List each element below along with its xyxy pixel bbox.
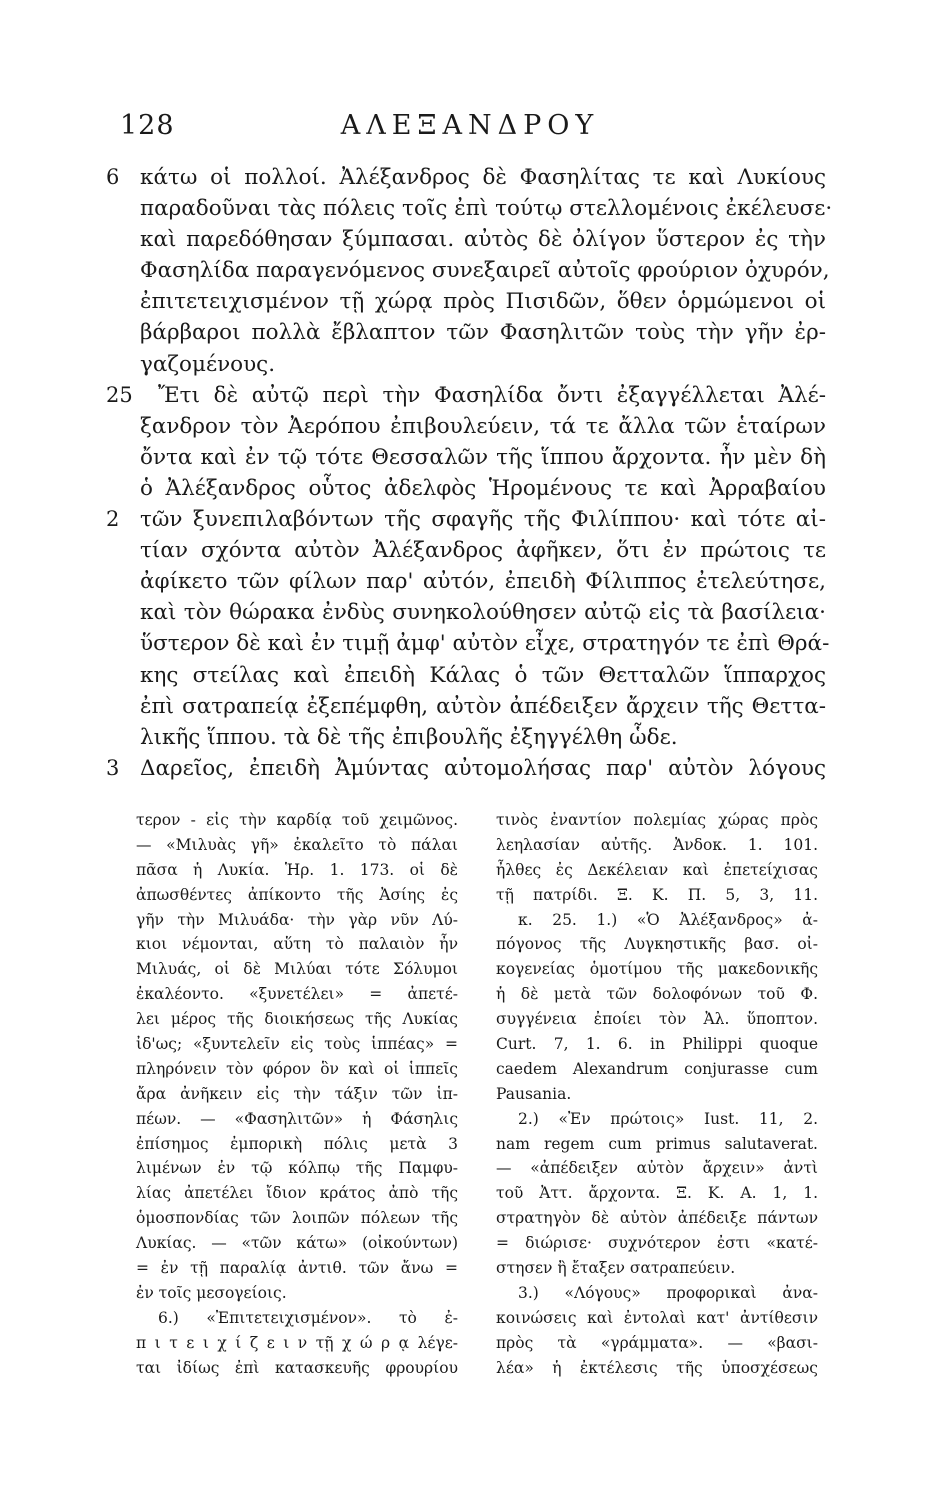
footnote-line: = ἐν τῇ παραλίᾳ ἀντιθ. τῶν ἄνω = [136, 1259, 458, 1278]
text-line-content: ὁ Ἀλέξανδρος οὗτος ἀδελφὸς Ἡρομένους τε καὶ Ἀρραβαίου [140, 475, 826, 501]
text-line [118, 597, 830, 628]
page-number: 128 [120, 110, 175, 141]
main-greek-text [106, 162, 833, 784]
text-line [118, 442, 830, 473]
text-line [118, 722, 830, 753]
margin-section-number: 25 [106, 382, 133, 407]
text-line-content: Ἔτι δὲ αὐτῷ περὶ τὴν Φασηλίδα ὄντι ἐξαγγέλλεται Ἀλέ- [158, 382, 826, 408]
footnote-line: στησεν ἢ ἔταξεν σατραπεύειν. [496, 1259, 736, 1278]
footnotes [136, 808, 820, 1448]
text-line-content: κης στείλας καὶ ἐπειδὴ Κάλας ὁ τῶν Θετταλῶν ἵππαρχος [140, 662, 826, 688]
footnote-line: κογενείας ὁμοτίμου τῆς μακεδονικῆς [496, 960, 818, 979]
text-line-content: παραδοῦναι τὰς πόλεις τοῖς ἐπὶ τούτῳ στελλομένοις ἐκέλευσε· [140, 196, 833, 222]
footnote-line: κιοι νέμονται, αὕτη τὸ παλαιὸν ἦν [136, 935, 458, 954]
text-line [106, 504, 830, 535]
text-line [106, 380, 830, 411]
footnote-line: τοῦ Ἀττ. ἄρχοντα. Ξ. Κ. Α. 1, 1. [496, 1184, 818, 1203]
text-line-content: τῶν ξυνεπιλαβόντων τῆς σφαγῆς τῆς Φιλίππου· καὶ τότε αἰ- [140, 507, 826, 533]
footnote-line: 2.) «Ἐν πρώτοις» Iust. 11, 2. [518, 1109, 818, 1128]
footnote-line: κοινώσεις καὶ ἐντολαὶ κατ' ἀντίθεσιν [496, 1308, 818, 1327]
text-line-content: βάρβαροι πολλὰ ἔβλαπτον τῶν Φασηλιτῶν τοὺς τὴν γῆν ἐρ- [140, 320, 826, 346]
text-line [118, 660, 830, 691]
text-line-content: ξανδρον τὸν Ἀερόπου ἐπιβουλεύειν, τά τε ἄλλα τῶν ἑταίρων [140, 413, 826, 439]
footnote-line: 3.) «Λόγους» προφορικαὶ ἀνα- [518, 1283, 818, 1302]
footnote-line: πέων. — «Φασηλιτῶν» ἡ Φάσηλις [136, 1109, 458, 1128]
footnote-line: κ. 25. 1.) «Ὁ Ἀλέξανδρος» ἀ- [518, 910, 818, 929]
text-line-content: κάτω οἱ πολλοί. Ἀλέξανδρος δὲ Φασηλίτας τε καὶ Λυκίους [140, 165, 826, 190]
text-line [118, 193, 833, 224]
text-line-content: λικῆς ἵππου. τὰ δὲ τῆς ἐπιβουλῆς ἐξηγγέλθη ὧδε. [140, 724, 678, 750]
footnote-line: caedem Alexandrum conjurasse cum [496, 1059, 818, 1078]
text-line [118, 535, 830, 566]
page-header [120, 110, 820, 160]
footnote-line: λέα» ἡ ἐκτέλεσις τῆς ὑποσχέσεως [496, 1358, 818, 1377]
footnote-line: ἄρα ἀνῆκειν εἰς τὴν τάξιν τῶν ἱπ- [136, 1084, 458, 1103]
text-line-content: τίαν σχόντα αὐτὸν Ἀλέξανδρος ἀφῆκεν, ὅτι ἐν πρώτοις τε [140, 538, 826, 564]
text-line [118, 349, 830, 380]
footnote-line: = διώρισε· συχνότερον ἐστι «κατέ- [496, 1234, 818, 1253]
text-line [118, 473, 830, 504]
text-line [118, 286, 830, 317]
text-line [118, 628, 830, 659]
margin-section-number: 6 [106, 165, 120, 189]
footnote-line: Λυκίας. — «τῶν κάτω» (οἰκούντων) [136, 1234, 458, 1253]
text-line [106, 753, 830, 784]
footnote-line: λει μέρος τῆς διοικήσεως τῆς Λυκίας [136, 1010, 458, 1029]
footnote-line: λεηλασίαν αὐτῆς. Ἀνδοκ. 1. 101. [496, 835, 818, 854]
text-line [118, 255, 830, 286]
footnote-line: Pausania. [496, 1084, 572, 1103]
text-line-content: Δαρεῖος, ἐπειδὴ Ἀμύντας αὐτομολήσας παρ' αὐτὸν λόγους [140, 755, 826, 781]
text-line-content: Φασηλίδα παραγενόμενος συνεξαιρεῖ αὐτοῖς φρούριον ὀχυρόν, [140, 258, 830, 284]
footnote-line: nam regem cum primus salutaverat. [496, 1134, 818, 1153]
text-line-content: ἐπὶ σατραπείᾳ ἐξεπέμφθη, αὐτὸν ἀπέδειξεν ἄρχειν τῆς Θεττα- [140, 693, 826, 719]
footnote-line: λίας ἀπετέλει ἴδιον κράτος ἀπὸ τῆς [136, 1184, 458, 1203]
footnote-line: πόγονος τῆς Λυγκηστικῆς βασ. οἰ- [496, 935, 818, 954]
text-line [106, 162, 830, 193]
footnote-line: πᾶσα ἡ Λυκία. Ἡρ. 1. 173. οἱ δὲ [136, 860, 458, 879]
footnote-line: 6.) «Ἐπιτετειχισμένον». τὸ ἐ- [158, 1308, 458, 1327]
text-line [118, 411, 830, 442]
footnote-line: Μιλυάς, οἱ δὲ Μιλύαι τότε Σόλυμοι [136, 960, 458, 979]
text-line-content: καὶ τὸν θώρακα ἐνδὺς συνηκολούθησεν αὐτῷ εἰς τὰ βασίλεια· [140, 600, 826, 626]
footnote-line: τερον - εἰς τὴν καρδίᾳ τοῦ χειμῶνος. [136, 811, 458, 829]
footnote-line: πρὸς τὰ «γράμματα». — «βασι- [496, 1333, 818, 1352]
text-line [118, 317, 830, 348]
footnotes-left-column [136, 808, 458, 1380]
margin-section-number: 3 [106, 755, 120, 780]
text-line [118, 691, 830, 722]
footnote-line: Curt. 7, 1. 6. in Philippi quoque [496, 1035, 818, 1054]
footnote-line: λιμένων ἐν τῷ κόλπῳ τῆς Παμφυ- [136, 1159, 458, 1178]
footnote-line: — «Μιλυὰς γῆ» ἐκαλεῖτο τὸ πάλαι [136, 835, 458, 854]
footnote-line: στρατηγὸν δὲ αὐτὸν ἀπέδειξε πάντων [496, 1209, 818, 1228]
footnotes-right-column [496, 808, 818, 1380]
footnote-line: π ι τ ε ι χ ί ζ ε ι ν τῇ χ ώ ρ ᾳ λέγε- [136, 1333, 458, 1352]
text-line-content: καὶ παρεδόθησαν ξύμπασαι. αὐτὸς δὲ ὀλίγον ὕστερον ἐς τὴν [140, 227, 826, 253]
footnote-line: ἀπωσθέντες ἀπίκοντο τῆς Ἀσίης ἐς [136, 885, 458, 904]
text-line [118, 224, 830, 255]
footnote-line: ται ἰδίως ἐπὶ κατασκευῆς φρουρίου [136, 1358, 458, 1377]
footnote-line: συγγένεια ἐποίει τὸν Ἀλ. ὕποπτον. [496, 1010, 818, 1029]
footnote-line: ἡ δὲ μετὰ τῶν δολοφόνων τοῦ Φ. [496, 985, 818, 1004]
footnote-line: ἐπίσημος ἐμπορικὴ πόλις μετὰ 3 [136, 1134, 458, 1153]
footnote-line: ὁμοσπονδίας τῶν λοιπῶν πόλεων τῆς [136, 1209, 458, 1228]
footnote-line: ἐν τοῖς μεσογείοις. [136, 1283, 287, 1302]
footnote-line: ἐκαλέοντο. «ξυνετέλει» = ἀπετέ- [136, 985, 458, 1004]
text-line-content: ὄντα καὶ ἐν τῷ τότε Θεσσαλῶν τῆς ἵππου ἄρχοντα. ἦν μὲν δὴ [140, 444, 826, 470]
footnote-line: γῆν τὴν Μιλυάδα· τὴν γὰρ νῦν Λύ- [136, 910, 458, 929]
text-line-content: γαζομένους. [140, 351, 276, 377]
text-line-content: ἐπιτετειχισμένον τῇ χώρᾳ πρὸς Πισιδῶν, ὅθεν ὁρμώμενοι οἱ [140, 289, 826, 315]
footnote-line: πληρόνειν τὸν φόρον ὃν καὶ οἱ ἱππεῖς [136, 1059, 458, 1078]
text-line-content: ὕστερον δὲ καὶ ἐν τιμῇ ἀμφ' αὐτὸν εἶχε, στρατηγόν τε ἐπὶ Θρά- [140, 631, 830, 657]
footnote-line: ἰδ'ως; «ξυντελεῖν εἰς τοὺς ἱππέας» = [136, 1035, 458, 1054]
footnote-line: ἦλθες ἐς Δεκέλειαν καὶ ἐπετείχισας [496, 860, 818, 879]
margin-section-number: 2 [106, 507, 120, 532]
text-line-content: ἀφίκετο τῶν φίλων παρ' αὐτόν, ἐπειδὴ Φίλιππος ἐτελεύτησε, [140, 569, 826, 595]
footnote-line: τῇ πατρίδι. Ξ. Κ. Π. 5, 3, 11. [496, 885, 818, 904]
text-line [118, 566, 830, 597]
running-title: ΑΛΕΞΑΝΔΡΟΥ [340, 110, 600, 141]
footnote-line: — «ἀπέδειξεν αὐτὸν ἄρχειν» ἀντὶ [496, 1159, 818, 1178]
footnote-line: τινὸς ἐναντίον πολεμίας χώρας πρὸς [496, 811, 818, 829]
